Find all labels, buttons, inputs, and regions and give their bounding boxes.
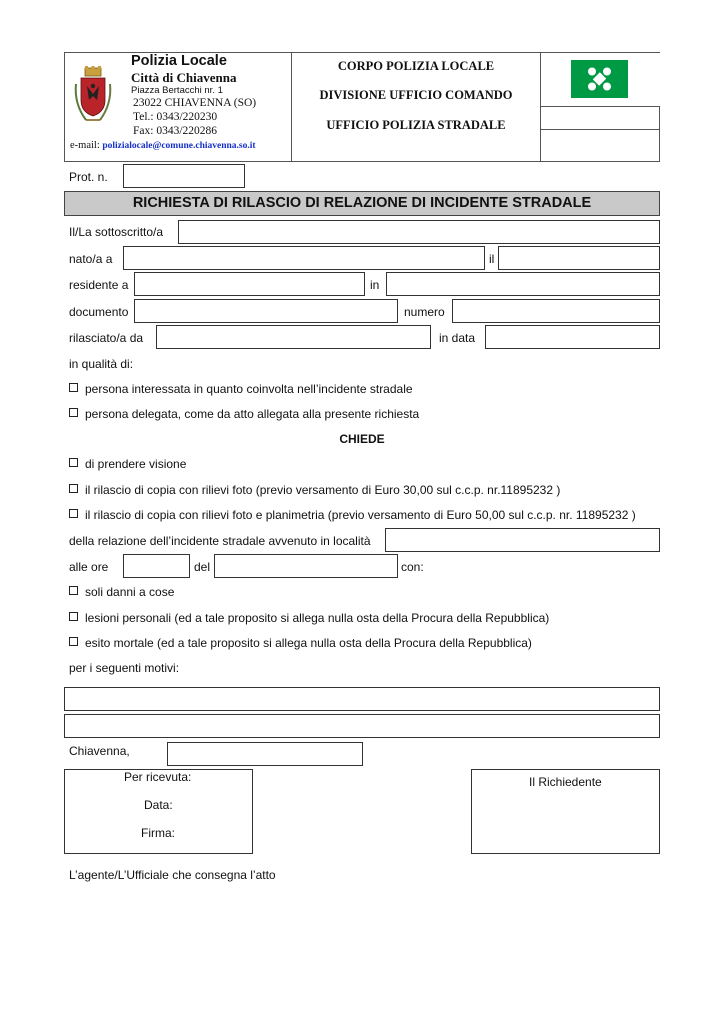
coat-of-arms-emblem [72,66,114,128]
in-label: in [370,278,380,292]
region-flag-icon [571,60,628,98]
nato-label: nato/a a [69,252,113,266]
header-right-divider-top [540,106,660,107]
telephone: Tel.: 0343/220230 [133,111,218,123]
email-link[interactable]: polizialocale@comune.chiavenna.so.it [102,141,256,151]
danni-option-cose[interactable]: soli danni a cose [69,585,174,599]
email-label: e-mail: [70,140,100,151]
header-line-2: DIVISIONE UFFICIO COMANDO [319,88,513,102]
birth-date-field[interactable] [498,246,660,270]
motivi-field-2[interactable] [64,714,660,738]
residente-field[interactable] [134,272,365,296]
issue-date-field[interactable] [485,325,660,349]
rilasciato-label: rilasciato/a da [69,331,144,345]
localita-field[interactable] [385,528,660,552]
prot-number-field[interactable] [123,164,245,188]
alle-ore-label: alle ore [69,560,109,574]
in-data-label: in data [439,331,476,345]
nato-field[interactable] [123,246,485,270]
del-label: del [194,560,211,574]
ricevuta-title: Per ricevuta: [124,770,192,784]
danni-option-lesioni[interactable]: lesioni personali (ed a tale proposito si allega nulla osta della Procura della Repubblica) [69,611,549,625]
con-label: con: [401,560,424,574]
checkbox[interactable] [69,612,78,621]
chiede-option-visione[interactable]: di prendere visione [69,457,186,471]
prot-label: Prot. n. [69,170,108,184]
city-name: Città di Chiavenna [131,70,237,85]
place-date-field[interactable] [167,742,363,766]
documento-field[interactable] [134,299,398,323]
il-label: il [489,252,495,266]
chiede-option-copia-planimetria[interactable]: il rilascio di copia con rilievi foto e planimetria (previo versamento di Euro 50,00 sul c.c.p. nr. 11895232 ) [69,508,636,522]
ora-field[interactable] [123,554,190,578]
residente-label: residente a [69,278,129,292]
relazione-label: della relazione dell’incidente stradale avvenuto in località [69,534,371,548]
place-label: Chiavenna, [69,744,130,758]
qualita-option-delegata[interactable]: persona delegata, come da atto allegata alla presente richiesta [69,407,419,421]
numero-label: numero [404,305,445,319]
sottoscritto-label: Il/La sottoscritto/a [69,225,164,239]
documento-label: documento [69,305,129,319]
qualita-option-interessata[interactable]: persona interessata in quanto coinvolta nell’incidente stradale [69,382,413,396]
email-line [70,140,256,151]
checkbox[interactable] [69,484,78,493]
ricevuta-firma-label: Firma: [141,826,175,840]
chiede-option-copia-foto[interactable]: il rilascio di copia con rilievi foto (previo versamento di Euro 30,00 sul c.c.p. nr.11895232 ) [69,483,560,497]
checkbox[interactable] [69,408,78,417]
numero-field[interactable] [452,299,660,323]
qualita-label: in qualità di: [69,357,134,371]
checkbox[interactable] [69,458,78,467]
address: Piazza Bertacchi nr. 1 [131,85,223,96]
richiedente-label: Il Richiedente [529,775,602,789]
motivi-field-1[interactable] [64,687,660,711]
checkbox[interactable] [69,509,78,518]
org-title: Polizia Locale [131,53,227,69]
checkbox[interactable] [69,383,78,392]
rilasciato-field[interactable] [156,325,431,349]
header-line-3: UFFICIO POLIZIA STRADALE [326,118,506,132]
ricevuta-data-label: Data: [144,798,173,812]
postcode: 23022 CHIAVENNA (SO) [133,97,257,109]
form-title: RICHIESTA DI RILASCIO DI RELAZIONE DI INCIDENTE STRADALE [64,191,660,216]
incident-date-field[interactable] [214,554,398,578]
danni-option-mortale[interactable]: esito mortale (ed a tale proposito si allega nulla osta della Procura della Repubblica) [69,636,532,650]
sottoscritto-field[interactable] [178,220,660,244]
header-right-edge [659,106,660,162]
agente-label: L’agente/L’Ufficiale che consegna l’atto [69,868,276,882]
chiede-heading: CHIEDE [339,432,385,446]
address-field[interactable] [386,272,660,296]
header-right-divider-bottom [540,129,660,130]
checkbox[interactable] [69,637,78,646]
header-line-1: CORPO POLIZIA LOCALE [337,59,495,73]
checkbox[interactable] [69,586,78,595]
motivi-label: per i seguenti motivi: [69,661,180,675]
fax: Fax: 0343/220286 [133,125,218,137]
